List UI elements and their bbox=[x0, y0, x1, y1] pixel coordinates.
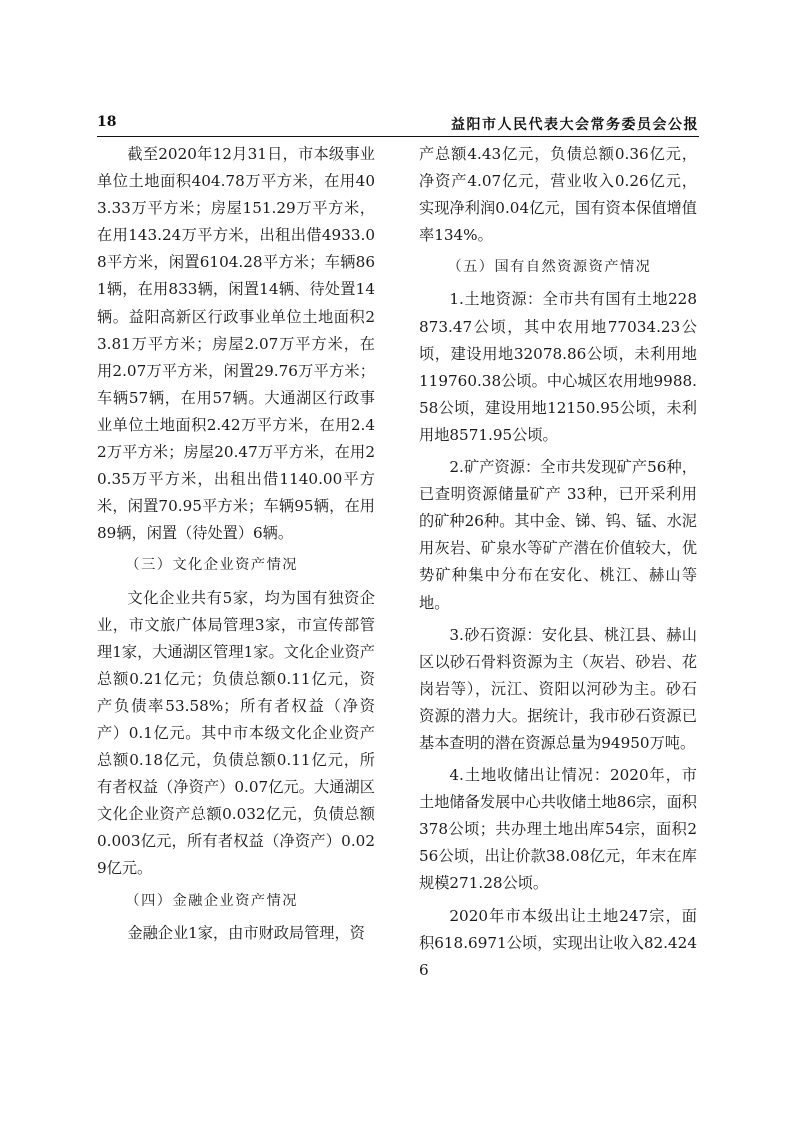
section-heading-cultural-enterprises: （三）文化企业资产情况 bbox=[125, 557, 298, 574]
paragraph-mineral-resources: 2.矿产资源：全市共发现矿产56种，已查明资源储量矿产 33种，已开采利用的矿种26种。其中金、锑、钨、锰、水泥用灰岩、矿泉水等矿产潜在价值较大，优势矿种集中分布在安化、桃江、赫山等地。 bbox=[419, 458, 697, 612]
section-heading-natural-resources: （五）国有自然资源资产情况 bbox=[447, 259, 652, 276]
paragraph-land-transfer-2020: 2020年市本级出让土地247宗，面积618.6971公顷，实现出让收入82.4246 bbox=[419, 906, 697, 979]
page-number: 18 bbox=[97, 114, 117, 130]
right-column bbox=[419, 141, 697, 1021]
paragraph-land-resources: 1.土地资源：全市共有国有土地228873.47公顷，其中农用地77034.23公顷，建设用地32078.86公顷，未利用地119760.38公顷。中心城区农用地9988.58公顷，建设用地12150.95公顷，未利用地8571.95公顷。 bbox=[419, 290, 697, 444]
header-rule bbox=[97, 136, 699, 137]
paragraph-public-institution-assets: 截至2020年12月31日，市本级事业单位土地面积404.78万平方米，在用403.33万平方米；房屋151.29万平方米，在用143.24万平方米，出租出借4933.08平方米，闲置6104.28平方米；车辆861辆，在用833辆，闲置14辆、待处置14辆。益阳高新区行政事业单位土地面积23.81万平方米；房屋2.07万平方米，在用2.07万平方米，闲置29.76万平方米；车辆57辆，在用57辆。大通湖区行政事业单位土地面积2.42万平方米，在用2.42万平方米；房屋20.47万平方米，在用20.35万平方米，出租出借1140.00平方米，闲置70.95平方米；车辆95辆，在用89辆，闲置（待处置）6辆。 bbox=[97, 145, 375, 543]
paragraph-cultural-enterprises: 文化企业共有5家，均为国有独资企业，市文旅广体局管理3家，市宣传部管理1家，大通湖区管理1家。文化企业资产总额0.21亿元；负债总额0.11亿元，资产负债率53.58%；所有者权益（净资产）0.1亿元。其中市本级文化企业资产总额0.18亿元，负债总额0.11亿元，所有者权益（净资产）0.07亿元。大通湖区文化企业资产总额0.032亿元，负债总额0.003亿元，所有者权益（净资产）0.029亿元。 bbox=[97, 588, 375, 878]
journal-title: 益阳市人民代表大会常务委员会公报 bbox=[451, 117, 699, 133]
paragraph-sand-gravel-resources: 3.砂石资源：安化县、桃江县、赫山区以砂石骨料资源为主（灰岩、砂岩、花岗岩等），沅江、资阳以河砂为主。砂石资源的潜力大。据统计，我市砂石资源已基本查明的潜在资源总量为94950万吨。 bbox=[419, 625, 697, 752]
left-column bbox=[97, 141, 375, 1021]
section-heading-financial-enterprises: （四）金融企业资产情况 bbox=[125, 892, 298, 909]
paragraph-land-reserve-transfer: 4.土地收储出让情况：2020年，市土地储备发展中心共收储土地86宗，面积378公顷；共办理土地出库54宗，面积256公顷，出让价款38.08亿元，年末在库规模271.28公顷。 bbox=[419, 766, 697, 893]
page-header bbox=[97, 114, 699, 136]
paragraph-financial-enterprises-continued: 产总额4.43亿元，负债总额0.36亿元，净资产4.07亿元，营业收入0.26亿元，实现净利润0.04亿元，国有资本保值增值率134%。 bbox=[419, 145, 697, 245]
paragraph-financial-enterprises: 金融企业1家，由市财政局管理，资 bbox=[127, 923, 365, 942]
